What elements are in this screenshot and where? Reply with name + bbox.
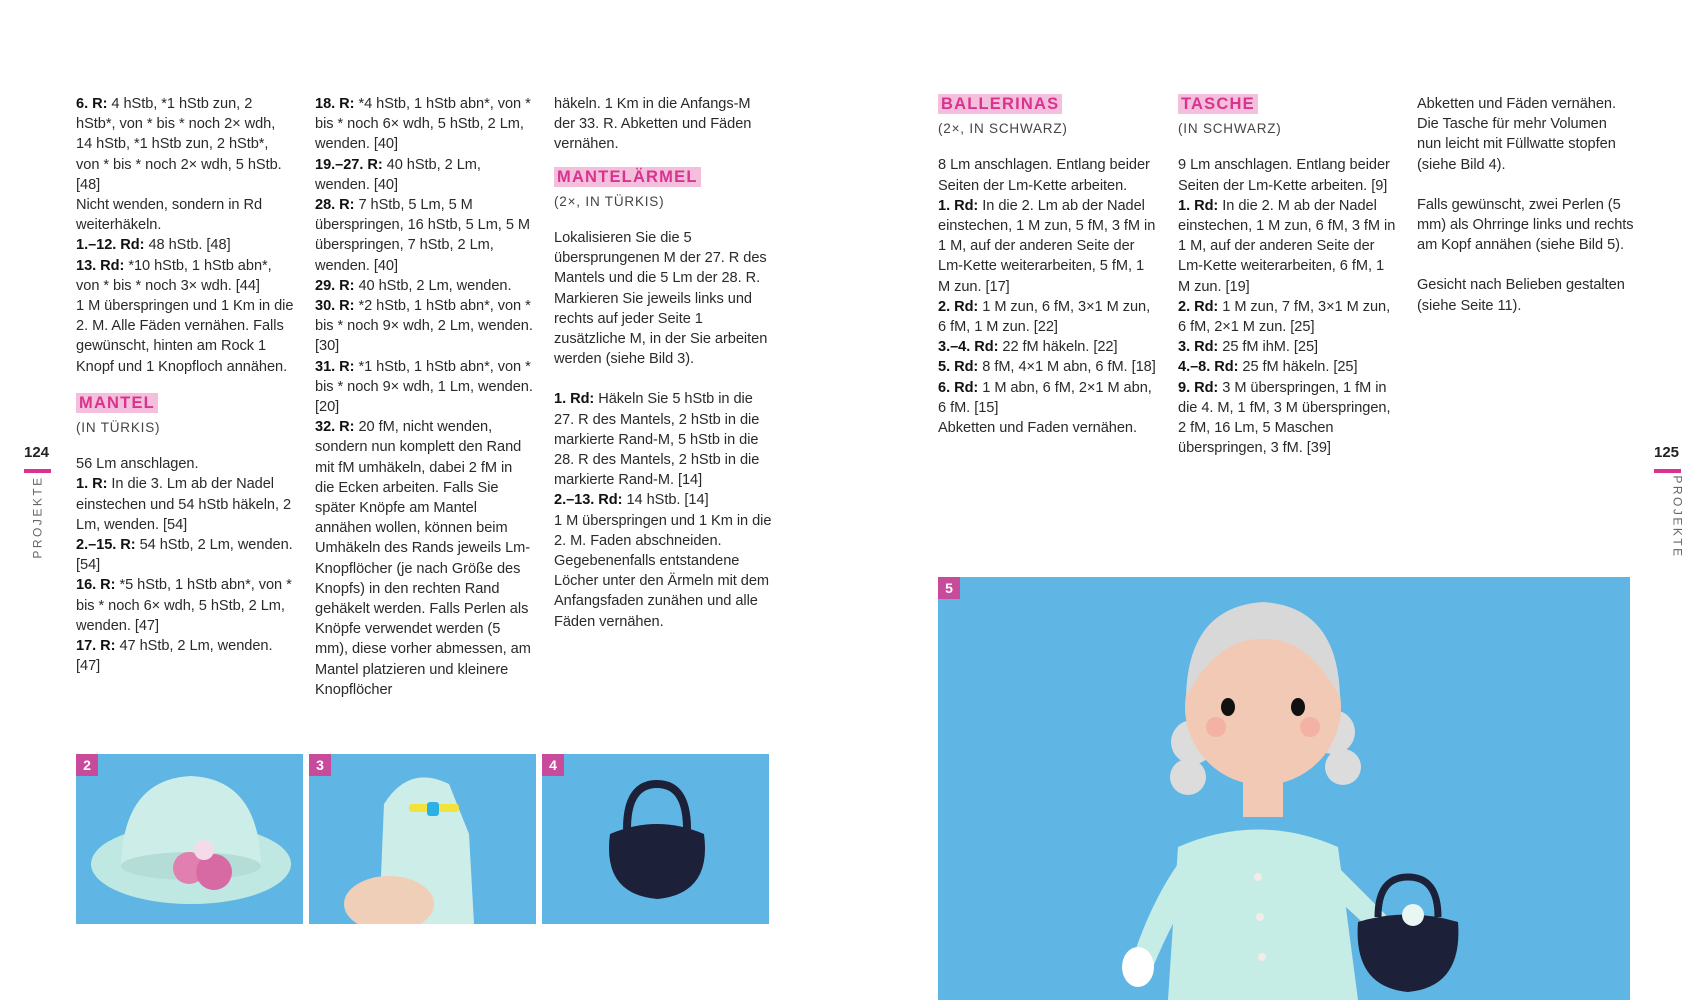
round-1: 1. Rd: In die 2. Lm ab der Nadel einstechen, 1 M zun, 5 fM, 3 fM in 1 M, auf der anderen Seite der Lm-Kette weiterarbeiten, 5 fM, 1 M zun. [17] <box>938 197 1156 295</box>
cast-on: 8 Lm anschlagen. Entlang beider Seiten der Lm-Kette arbeiten. <box>938 157 1150 194</box>
row-31: 31. R: *1 hStb, 1 hStb abn*, von * bis * noch 9× wdh, 1 Lm, wenden. [20] <box>315 358 533 416</box>
round-1: 1. Rd: Häkeln Sie 5 hStb in die 27. R des Mantels, 2 hStb in die markierte Rand-M, 5 hStb in die 28. R des Mantels, 2 hStb in die markierte Rand-M. [14] <box>554 391 760 489</box>
row-29: 29. R: 40 hStb, 2 Lm, wenden. <box>315 277 512 294</box>
right-column-2 <box>1178 94 1396 458</box>
round-3: 3. Rd: 25 fM ihM. [25] <box>1178 339 1319 356</box>
earrings-note: Falls gewünscht, zwei Perlen (5 mm) als Ohrringe links und rechts am Kopf annähen (siehe Bild 5). <box>1417 196 1634 254</box>
round-9: 9. Rd: 3 M überspringen, 1 fM in die 4. M, 1 fM, 3 M überspringen, 2 fM, 16 Lm, 5 Maschen überspringen, 3 fM. [39] <box>1178 379 1391 457</box>
page-number-left: 124 <box>24 444 50 461</box>
section-subtitle: (IN TÜRKIS) <box>76 420 161 436</box>
section-subtitle: (IN SCHWARZ) <box>1178 121 1282 137</box>
finishing-note: Abketten und Fäden vernähen. Die Tasche für mehr Volumen nun leicht mit Füllwatte stopfen (siehe Bild 4). <box>1417 96 1617 173</box>
section-subtitle: (2×, IN TÜRKIS) <box>554 193 665 209</box>
continuation: häkeln. 1 Km in die Anfangs-M der 33. R. Abketten und Fäden vernähen. <box>554 96 752 153</box>
section-heading-mantelaermel: MANTELÄRMEL <box>554 167 701 187</box>
row-17: 17. R: 47 hStb, 2 Lm, wenden. [47] <box>76 638 273 675</box>
left-column-2 <box>315 94 533 700</box>
photo-number-badge: 5 <box>938 577 960 599</box>
sleeve-instruction: Lokalisieren Sie die 5 übersprungenen M der 27. R des Mantels und die 5 Lm der 28. R. Markieren Sie jeweils links und rechts auf jeder Seite 1 zusätzliche M, in der Sie arbeiten werden (siehe Bild 3). <box>554 230 768 368</box>
finishing-note: 1 M überspringen und 1 Km in die 2. M. Alle Fäden vernähen. Falls gewünscht, hinten am Rock 1 Knopf und 1 Knopfloch annähen. <box>76 298 294 375</box>
section-subtitle: (2×, IN SCHWARZ) <box>938 121 1068 137</box>
round-2: 2. Rd: 1 M zun, 7 fM, 3×1 M zun, 6 fM, 2×1 M zun. [25] <box>1178 298 1391 336</box>
photo-number-badge: 4 <box>542 754 564 776</box>
photo-doll <box>938 577 1630 1000</box>
finishing-note: Abketten und Faden vernähen. <box>938 420 1138 437</box>
row-16: 16. R: *5 hStb, 1 hStb abn*, von * bis * noch 6× wdh, 5 hStb, 2 Lm, wenden. [47] <box>76 577 292 634</box>
round-1: 1. Rd: In die 2. M ab der Nadel einstechen, 1 M zun, 6 fM, 3 fM in 1 M, auf der anderen Seite der Lm-Kette weiterarbeiten, 6 fM, 1 M zun. [19] <box>1178 197 1396 295</box>
rounds-1-12: 1.–12. Rd: 48 hStb. [48] <box>76 237 231 254</box>
left-column-1 <box>76 94 294 676</box>
section-heading-mantel: MANTEL <box>76 393 158 413</box>
round-2: 2. Rd: 1 M zun, 6 fM, 3×1 M zun, 6 fM, 1 M zun. [22] <box>938 298 1151 336</box>
hat-illustration <box>76 754 303 924</box>
finishing-note: 1 M überspringen und 1 Km in die 2. M. Faden abschneiden. Gegebenenfalls entstandene Löcher unter den Ärmeln mit dem Anfangsfaden zunähen und alle Fäden vernähen. <box>554 512 772 630</box>
page-number-right: 125 <box>1654 444 1680 461</box>
instruction: Nicht wenden, sondern in Rd weiterhäkeln. <box>76 197 263 234</box>
doll-illustration <box>938 577 1630 1000</box>
right-column-1 <box>938 94 1156 438</box>
page-marker-left <box>24 469 51 473</box>
bag-illustration <box>542 754 769 924</box>
page-marker-right <box>1654 469 1681 473</box>
photo-sleeve-markers <box>309 754 536 924</box>
cast-on: 9 Lm anschlagen. Entlang beider Seiten der Lm-Kette arbeiten. [9] <box>1178 157 1390 194</box>
row-1: 1. R: In die 3. Lm ab der Nadel einstechen und 54 hStb häkeln, 2 Lm, wenden. [54] <box>76 476 292 533</box>
round-5: 5. Rd: 8 fM, 4×1 M abn, 6 fM. [18] <box>938 359 1156 376</box>
row-28: 28. R: 7 hStb, 5 Lm, 5 M überspringen, 16 hStb, 5 Lm, 5 M überspringen, 7 hStb, 2 Lm, wenden. [40] <box>315 197 530 274</box>
rows-19-27: 19.–27. R: 40 hStb, 2 Lm, wenden. [40] <box>315 156 481 193</box>
photo-number-badge: 2 <box>76 754 98 776</box>
rounds-3-4: 3.–4. Rd: 22 fM häkeln. [22] <box>938 339 1118 356</box>
left-column-3 <box>554 94 772 632</box>
section-heading-ballerinas: BALLERINAS <box>938 94 1062 114</box>
round-6: 6. Rd: 1 M abn, 6 fM, 2×1 M abn, 6 fM. [15] <box>938 379 1152 416</box>
round-13: 13. Rd: *10 hStb, 1 hStb abn*, von * bis * noch 3× wdh. [44] <box>76 257 272 294</box>
photo-number-badge: 3 <box>309 754 331 776</box>
cast-on: 56 Lm anschlagen. <box>76 456 199 473</box>
row-32: 32. R: 20 fM, nicht wenden, sondern nun komplett den Rand mit fM umhäkeln, dabei 2 fM in die Ecken arbeiten. Falls Sie später Knöpfe am Mantel annähen wollen, können beim Umhäkeln des Rands jeweils Lm-Knopflöcher (je nach Größe des Knopfs) in den rechten Rand gehäkelt werden. Falls Perlen als Knöpfe verwendet werden (5 mm), diese vorher abmessen, am Mantel platzieren und kleinere Knopflöcher <box>315 419 531 698</box>
rounds-2-13: 2.–13. Rd: 14 hStb. [14] <box>554 492 709 509</box>
section-heading-tasche: TASCHE <box>1178 94 1258 114</box>
face-note: Gesicht nach Belieben gestalten (siehe Seite 11). <box>1417 277 1625 314</box>
photo-bag <box>542 754 769 924</box>
rounds-4-8: 4.–8. Rd: 25 fM häkeln. [25] <box>1178 359 1358 376</box>
row-18: 18. R: *4 hStb, 1 hStb abn*, von * bis * noch 6× wdh, 5 hStb, 2 Lm, wenden. [40] <box>315 96 531 153</box>
side-label-left: PROJEKTE <box>30 475 45 559</box>
side-label-right: PROJEKTE <box>1670 475 1685 559</box>
row-6: 6. R: 4 hStb, *1 hStb zun, 2 hStb*, von * bis * noch 2× wdh, 14 hStb, *1 hStb zun, 2 hStb*, von * bis * noch 2× wdh, 5 hStb. [48] <box>76 96 282 193</box>
photo-hat <box>76 754 303 924</box>
right-column-3 <box>1417 94 1635 316</box>
sleeve-illustration <box>309 754 536 924</box>
rows-2-15: 2.–15. R: 54 hStb, 2 Lm, wenden. [54] <box>76 537 293 574</box>
row-30: 30. R: *2 hStb, 1 hStb abn*, von * bis * noch 9× wdh, 2 Lm, wenden. [30] <box>315 298 533 355</box>
